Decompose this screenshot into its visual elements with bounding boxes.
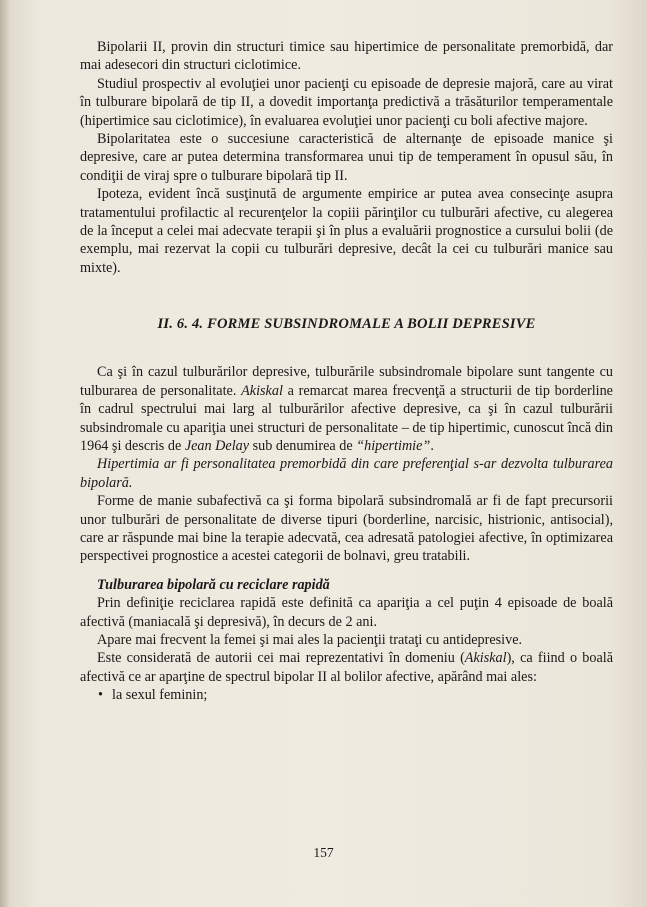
text-fragment: .	[430, 437, 434, 454]
author-name: Jean Delay	[184, 437, 250, 454]
text-fragment: Este considerată de autorii cei mai reprezentativi în domeniu (	[97, 650, 465, 667]
paragraph-subsyndromal	[80, 363, 613, 455]
section-title: II. 6. 4. FORME SUBSINDROMALE A BOLII DEPRESIVE	[157, 316, 536, 333]
subheading-rapid-cycling: Tulburarea bipolară cu reciclare rapidă	[97, 576, 330, 593]
term-hipertimie: “hipertimie”	[356, 437, 431, 454]
bullet-icon: •	[98, 687, 103, 704]
list-item	[80, 686, 613, 704]
text-fragment: ), ca fiind o boală afectivă ce ar aparţine de spectrul bipolar II al bolilor afective, apărând mai ales:	[80, 650, 613, 685]
author-name: Akiskal	[464, 650, 507, 667]
text-fragment: a remarcat marea frecvenţă a structurii de tip borderline în cadrul spectrului mai larg al tulburărilor afective depresive, ca şi în cazul tulburării subsindromale cu apariţia unei structuri de personalitate – de tip hipertimic, cunoscut încă din 1964 şi descris de	[80, 382, 613, 454]
paragraph-hypertimia: Hipertimia ar fi personalitatea premorbidă din care preferenţial s-ar dezvolta tulburarea bipolară.	[80, 456, 613, 491]
list-item-text: la sexul feminin;	[112, 687, 208, 704]
paragraph-hypothesis: Ipoteza, evident încă susţinută de argumente empirice ar putea avea consecinţe asupra tratamentului profilactic al recurenţelor la copiii părinţilor cu tulburări afective, cu alegerea de la început a celei mai adecvate terapii şi în plus a evaluării prognostice a cursului bolii (de exemplu, mai rezervat la copii cu tulburări depresive, decât la cei cu tulburări manice sau mixte).	[80, 186, 613, 276]
paragraph-bipolar-ii: Bipolarii II, provin din structuri timice sau hipertimice de personalitate premorbidă, dar mai adesecori din structuri ciclotimice.	[80, 39, 613, 74]
page-number: 157	[313, 845, 334, 860]
paragraph-definition: Prin definiţie reciclarea rapidă este definită ca apariţia a cel puţin 4 episoade de boală afectivă (maniacală şi depresivă), în decurs de 2 ani.	[80, 595, 613, 630]
paragraph-subaffective-mania: Forme de manie subafectivă ca şi forma bipolară subsindromală ar fi de fapt precursorii unor tulburări de personalitate de diverse tipuri (borderline, narcisic, histrionic, antisocial), care ar răspunde mai bine la terapie adecvată, cea adresată patologiei afective, în optimizarea perspectivei prognostice a acestei categorii de bolnavi, greu tratabili.	[80, 493, 613, 565]
text-fragment: sub denumirea de	[249, 437, 357, 454]
author-name: Akiskal	[241, 382, 283, 399]
page-gutter-shadow	[0, 0, 10, 907]
bullet-list	[80, 686, 613, 704]
paragraph-considered	[80, 649, 613, 686]
paragraph-frequency: Apare mai frecvent la femei şi mai ales la pacienţii trataţi cu antidepresive.	[97, 631, 523, 648]
paragraph-prospective-study: Studiul prospectiv al evoluţiei unor pacienţi cu episoade de depresie majoră, care au virat în tulburare bipolară de tip II, a dovedit importanţa predictivă a trăsăturilor temperamentale (hipertimice sau ciclotimice), în evaluarea evoluţiei unor pacienţi cu boli afective majore.	[80, 75, 613, 129]
text-fragment: Ca şi în cazul tulburărilor depresive, tulburările subsindromale bipolare sunt tangente cu tulburarea de personalitate.	[80, 364, 613, 399]
paragraph-bipolarity: Bipolaritatea este o succesiune caracteristică de alternanţe de episoade manice şi depresive, care ar putea determina transformarea unui tip de temperament în opusul său, în condiţii de viraj spre o tulburare bipolară tip II.	[80, 131, 613, 184]
